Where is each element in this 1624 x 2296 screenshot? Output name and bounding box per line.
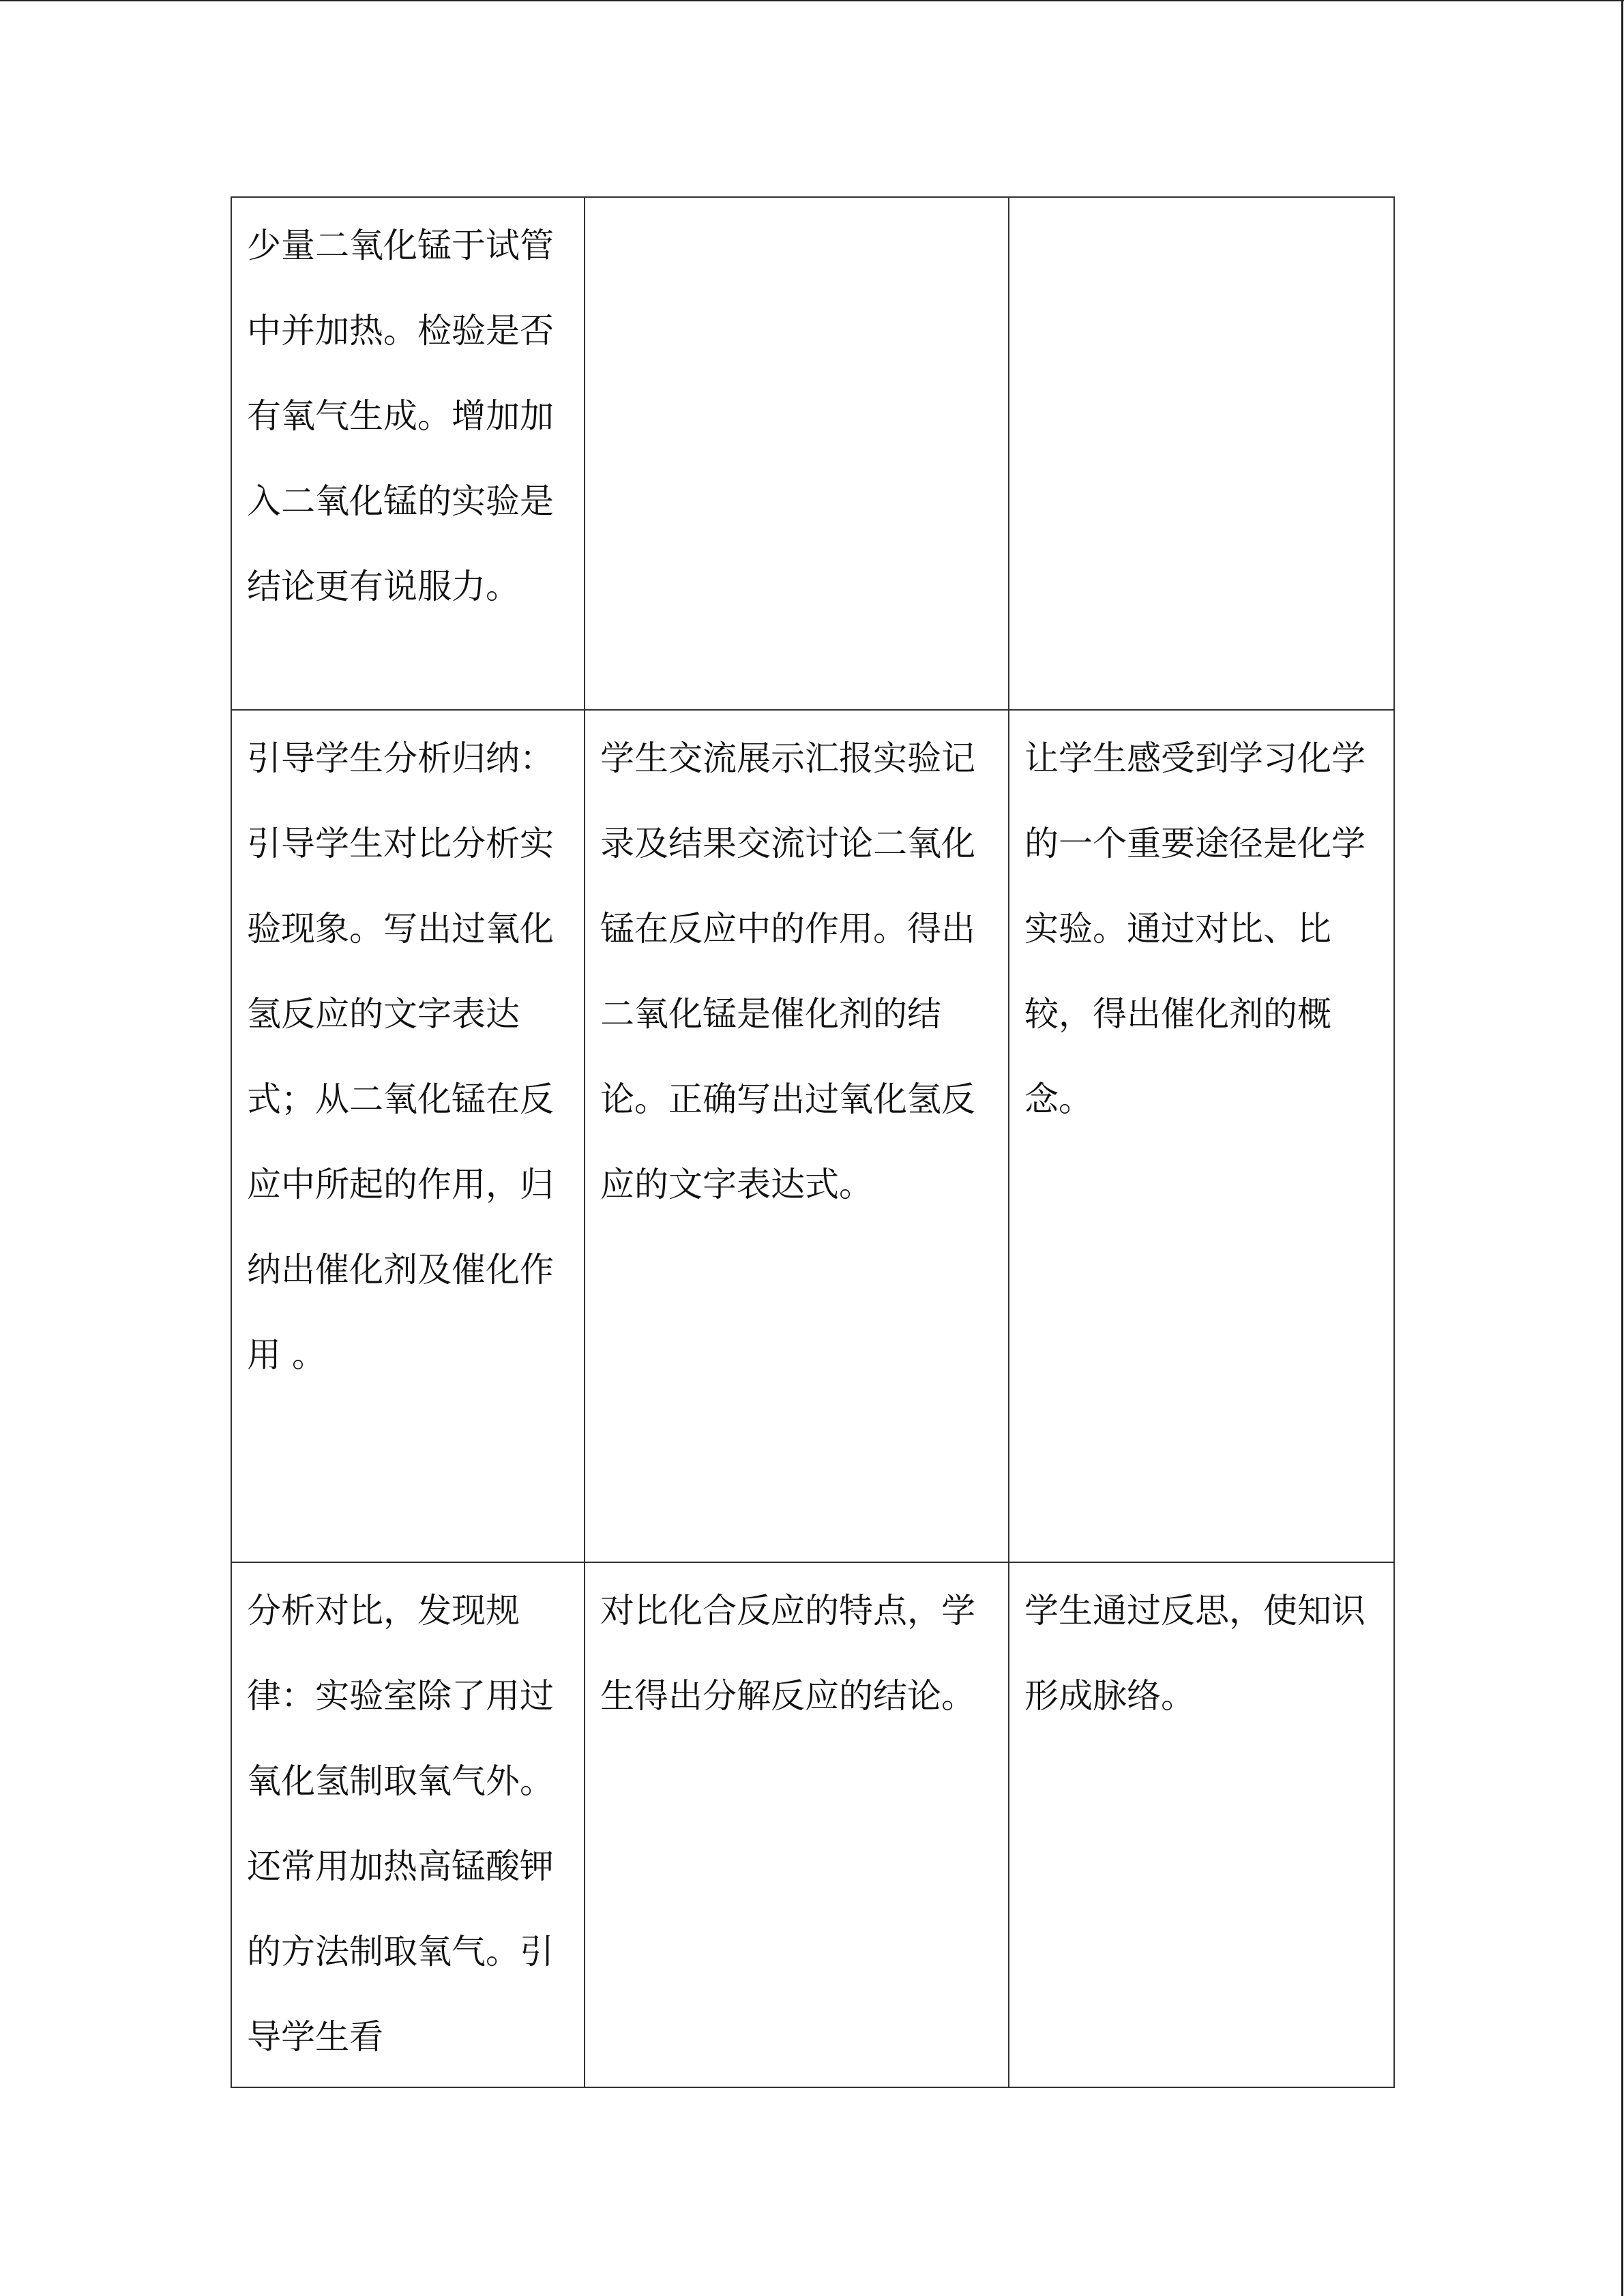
lesson-plan-table [231,196,1395,2088]
teacher-activity-cell [231,1562,585,2087]
student-activity-cell [585,1562,1009,2087]
cell-text: 对比化合反应的特点，学生得出分解反应的结论。 [600,1591,975,1716]
design-intent-cell [1009,1562,1394,2087]
page-edge-top [0,0,1624,1]
cell-text: 学生通过反思，使知识形成脉络。 [1024,1591,1365,1716]
student-activity-cell [585,710,1009,1562]
student-activity-cell [585,197,1009,710]
design-intent-cell [1009,197,1394,710]
teacher-activity-cell [231,197,585,710]
cell-text: 分析对比，发现规律：实验室除了用过氧化氢制取氧气外。还常用加热高锰酸钾的方法制取氧气。引导学生看 [247,1591,554,2057]
table-row [231,710,1394,1562]
design-intent-cell [1009,710,1394,1562]
page-edge-right [1621,0,1623,2296]
cell-text: 少量二氧化锰于试管中并加热。检验是否有氧气生成。增加加入二氧化锰的实验是结论更有说服力。 [247,226,554,606]
cell-text: 让学生感受到学习化学的一个重要途径是化学实验。通过对比、比较，得出催化剂的概念。 [1024,739,1365,1119]
table-row [231,1562,1394,2087]
cell-text: 引导学生分析归纳：引导学生对比分析实验现象。写出过氧化氢反应的文字表达式；从二氧化锰在反应中所起的作用，归纳出催化剂及催化作用 。 [247,739,554,1375]
cell-text: 学生交流展示汇报实验记录及结果交流讨论二氧化锰在反应中的作用。得出二氧化锰是催化剂的结论。正确写出过氧化氢反应的文字表达式。 [600,739,975,1204]
teacher-activity-cell [231,710,585,1562]
table-row [231,197,1394,710]
